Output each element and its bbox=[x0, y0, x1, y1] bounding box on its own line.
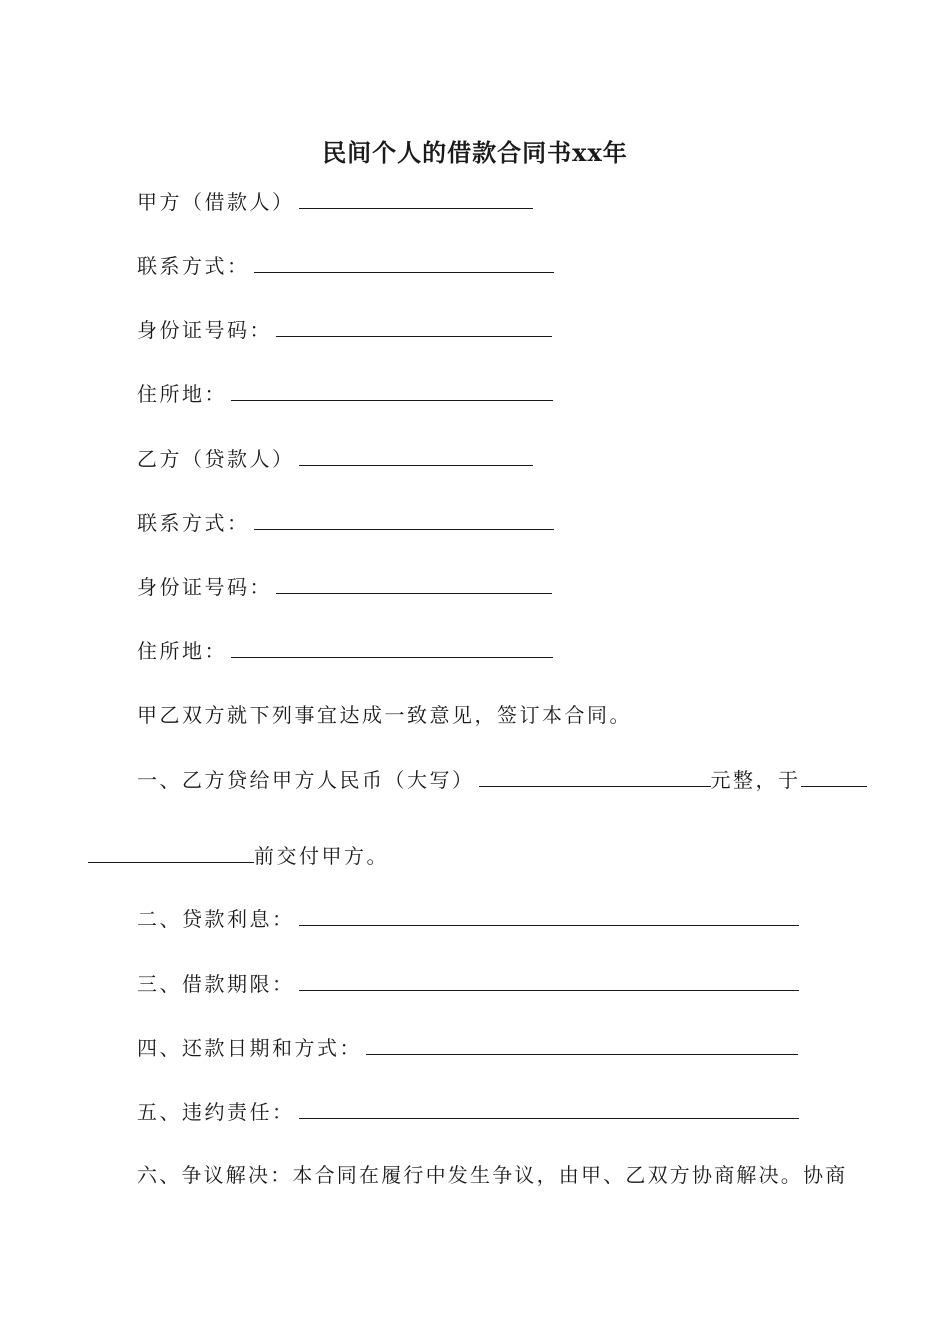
party-a-address-row bbox=[137, 378, 553, 408]
clause-4-row bbox=[137, 1032, 798, 1062]
repayment-field[interactable] bbox=[366, 1032, 798, 1055]
delivery-date-field-part2[interactable] bbox=[88, 840, 254, 863]
clause-4-label: 四、还款日期和方式： bbox=[137, 1036, 362, 1060]
party-b-id-row bbox=[137, 571, 552, 601]
party-a-address-label: 住所地： bbox=[137, 382, 227, 406]
party-a-row bbox=[137, 186, 533, 216]
party-b-address-row bbox=[137, 635, 553, 665]
breach-liability-field[interactable] bbox=[299, 1096, 799, 1119]
clause-5-row bbox=[137, 1096, 799, 1126]
clause-3-row bbox=[137, 968, 799, 998]
party-a-address-field[interactable] bbox=[231, 378, 553, 401]
intro-paragraph: 甲乙双方就下列事宜达成一致意见，签订本合同。 bbox=[137, 703, 632, 727]
clause-1-middle: 元整，于 bbox=[710, 768, 801, 792]
party-a-id-field[interactable] bbox=[276, 314, 552, 337]
party-b-label: 乙方（贷款人） bbox=[137, 447, 295, 471]
party-a-id-label: 身份证号码： bbox=[137, 318, 272, 342]
clause-1-continuation bbox=[88, 840, 389, 870]
clause-6-text: 六、争议解决：本合同在履行中发生争议，由甲、乙双方协商解决。协商 bbox=[137, 1163, 848, 1187]
party-b-name-field[interactable] bbox=[299, 443, 533, 466]
loan-term-field[interactable] bbox=[299, 968, 799, 991]
loan-interest-field[interactable] bbox=[299, 903, 799, 926]
party-a-name-field[interactable] bbox=[299, 186, 533, 209]
clause-3-label: 三、借款期限： bbox=[137, 972, 295, 996]
clause-2-label: 二、贷款利息： bbox=[137, 907, 295, 931]
clause-1-suffix: 前交付甲方。 bbox=[254, 844, 389, 868]
clause-5-label: 五、违约责任： bbox=[137, 1100, 295, 1124]
party-b-row bbox=[137, 443, 533, 473]
clause-2-row bbox=[137, 903, 799, 933]
document-title: 民间个人的借款合同书xx年 bbox=[322, 138, 628, 167]
party-a-contact-field[interactable] bbox=[254, 250, 554, 273]
party-b-contact-label: 联系方式： bbox=[137, 511, 250, 535]
party-a-contact-row bbox=[137, 250, 554, 280]
clause-1-prefix: 一、乙方贷给甲方人民币（大写） bbox=[137, 768, 475, 792]
party-a-id-row bbox=[137, 314, 552, 344]
party-a-label: 甲方（借款人） bbox=[137, 190, 295, 214]
clause-1-row bbox=[137, 764, 867, 794]
party-b-address-label: 住所地： bbox=[137, 639, 227, 663]
loan-amount-field[interactable] bbox=[479, 764, 711, 787]
party-b-id-field[interactable] bbox=[276, 571, 552, 594]
delivery-date-field-part1[interactable] bbox=[801, 764, 867, 787]
party-b-contact-row bbox=[137, 507, 554, 537]
party-b-address-field[interactable] bbox=[231, 635, 553, 658]
party-b-id-label: 身份证号码： bbox=[137, 575, 272, 599]
party-b-contact-field[interactable] bbox=[254, 507, 554, 530]
party-a-contact-label: 联系方式： bbox=[137, 254, 250, 278]
